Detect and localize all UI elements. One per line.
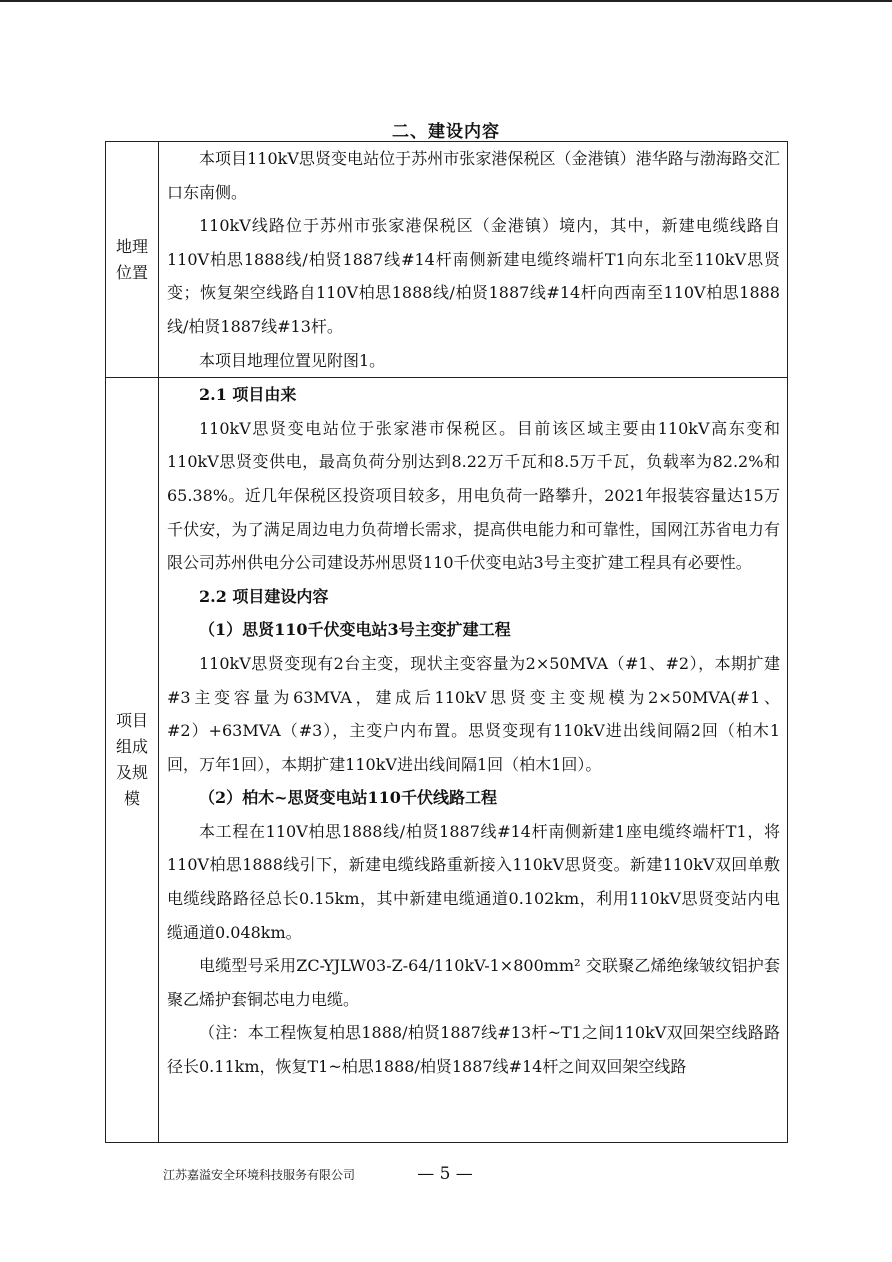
row-label-location-text: 地理位置 bbox=[115, 236, 148, 282]
subheading: 2.2 项目建设内容 bbox=[199, 586, 329, 606]
content-table bbox=[105, 141, 788, 1143]
footer-company: 江苏嘉溢安全环境科技服务有限公司 bbox=[163, 1168, 356, 1182]
paragraph: 110kV思贤变现有2台主变，现状主变容量为2×50MVA（#1、#2），本期扩建#3主变容量为63MVA，建成后110kV思贤变主变规模为2×50MVA(#1、#2）+63MVA（#3），主变户内布置。思贤变现有110kV进出线间隔2回（柏木1回，万年1回），本期扩建110kV进出线间隔1回（柏木1回）。 bbox=[167, 653, 780, 774]
paragraph: 本项目110kV思贤变电站位于苏州市张家港保税区（金港镇）港华路与渤海路交汇口东南侧。 bbox=[167, 149, 780, 202]
section-title: 二、建设内容 bbox=[392, 122, 500, 142]
top-border-line bbox=[0, 0, 892, 2]
table-row-composition bbox=[106, 378, 788, 1143]
paragraph: 110kV线路位于苏州市张家港保税区（金港镇）境内，其中，新建电缆线路自110V柏思1888线/柏贤1887线#14杆南侧新建电缆终端杆T1向东北至110kV思贤变；恢复架空线路自110V柏思1888线/柏贤1887线#14杆向西南至110V柏思1888线/柏贤1887线#13杆。 bbox=[167, 216, 780, 336]
row-label-composition bbox=[106, 378, 159, 1143]
row-label-composition-text: 项目组成及规模 bbox=[115, 711, 148, 809]
paragraph: 本项目地理位置见附图1。 bbox=[199, 350, 386, 370]
paragraph: 110kV思贤变电站位于张家港市保税区。目前该区域主要由110kV高东变和110kV思贤变供电，最高负荷分别达到8.22万千瓦和8.5万千瓦，负载率为82.2%和65.38%。近几年保税区投资项目较多，用电负荷一路攀升，2021年报装容量达15万千伏安，为了满足周边电力负荷增长需求，提高供电能力和可靠性，国网江苏省电力有限公司苏州供电分公司建设苏州思贤110千伏变电站3号主变扩建工程具有必要性。 bbox=[167, 418, 780, 573]
subheading: 2.1 项目由来 bbox=[199, 385, 297, 405]
row-content-composition bbox=[159, 378, 788, 1143]
table-row-location bbox=[106, 142, 788, 378]
paragraph: 电缆型号采用ZC-YJLW03-Z-64/110kV-1×800mm² 交联聚乙烯绝缘皱纹铝护套聚乙烯护套铜芯电力电缆。 bbox=[167, 956, 780, 1009]
paragraph: （注：本工程恢复柏思1888/柏贤1887线#13杆~T1之间110kV双回架空线路路径长0.11km，恢复T1~柏思1888/柏贤1887线#14杆之间双回架空线路 bbox=[167, 1023, 780, 1077]
subheading: （2）柏木~思贤变电站110千伏线路工程 bbox=[199, 788, 497, 808]
subheading: （1）思贤110千伏变电站3号主变扩建工程 bbox=[199, 620, 511, 640]
row-label-location bbox=[106, 142, 159, 378]
page-number: — 5 — bbox=[417, 1164, 473, 1184]
paragraph: 本工程在110V柏思1888线/柏贤1887线#14杆南侧新建1座电缆终端杆T1，将110V柏思1888线引下，新建电缆线路重新接入110kV思贤变。新建110kV双回单敷电缆线路路径总长0.15km，其中新建电缆通道0.102km，利用110kV思贤变站内电缆通道0.048km。 bbox=[167, 821, 780, 942]
row-content-location bbox=[159, 142, 788, 378]
